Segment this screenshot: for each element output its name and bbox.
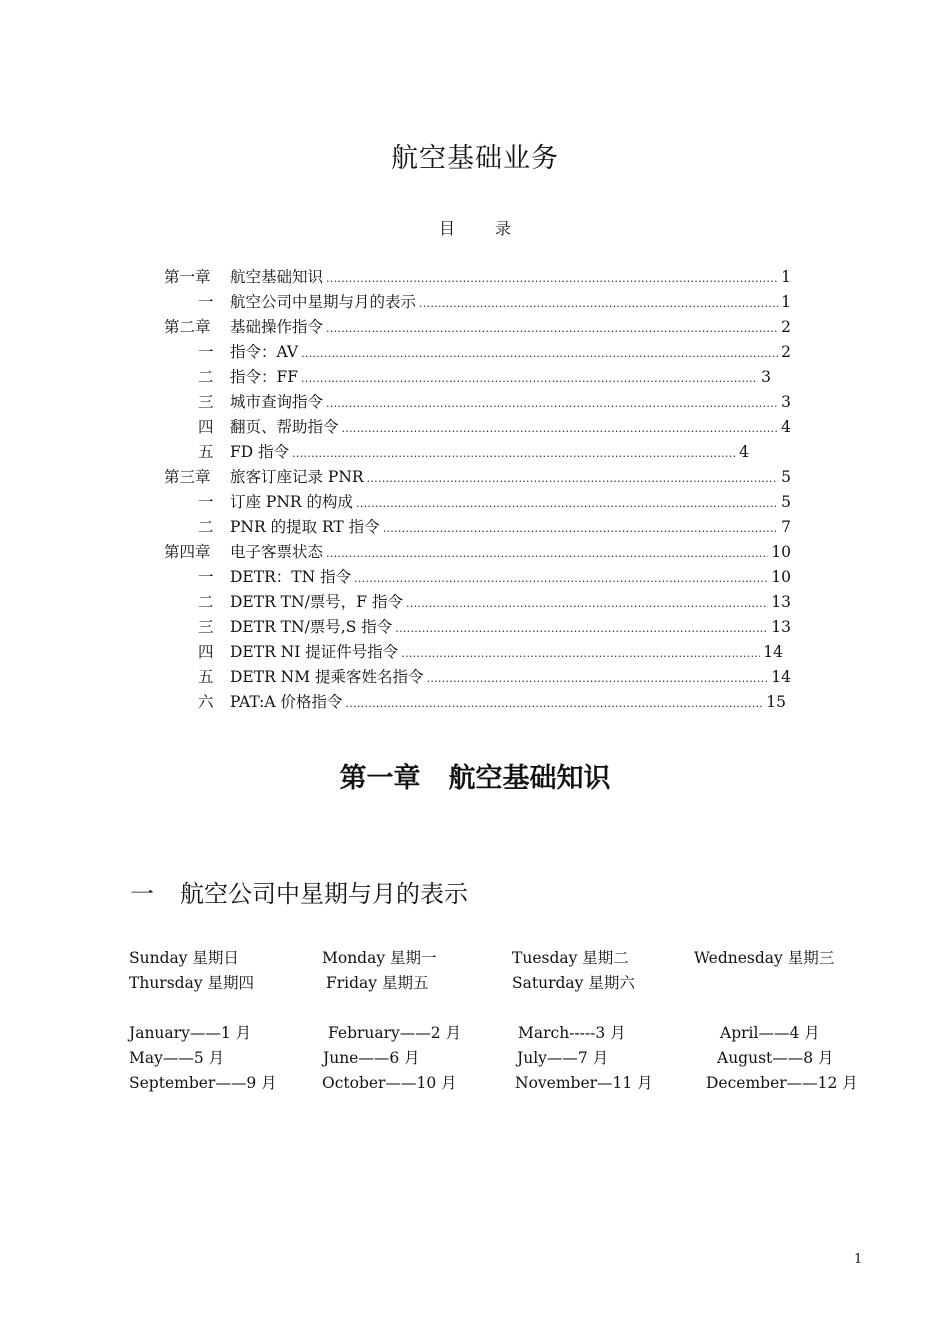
section-title	[130, 874, 468, 909]
toc-num: 一	[198, 493, 214, 511]
month-cell: June——6 月	[323, 1049, 420, 1067]
toc-num: 三	[198, 393, 214, 411]
toc-num: 四	[198, 643, 214, 661]
toc-page: 15	[766, 693, 786, 711]
toc-leader	[406, 590, 768, 616]
document-title: 航空基础业务	[391, 143, 559, 174]
toc-num: 第二章	[164, 318, 211, 336]
toc-heading-right: 录	[495, 219, 512, 238]
weekday-cell: Wednesday 星期三	[694, 949, 835, 967]
page-number: 1	[854, 1252, 863, 1267]
toc-title: DETR TN/票号,S 指令	[230, 618, 393, 636]
toc-num: 六	[198, 693, 214, 711]
month-cell: February——2 月	[328, 1024, 462, 1042]
section-num: 一	[130, 880, 154, 908]
month-cell: March-----3 月	[518, 1024, 626, 1042]
toc-title: DETR NM 提乘客姓名指令	[230, 668, 424, 686]
month-cell: April——4 月	[720, 1024, 820, 1042]
toc-leader	[356, 490, 778, 516]
toc-num: 三	[198, 618, 214, 636]
toc-page: 14	[771, 668, 791, 686]
month-cell: November—11 月	[515, 1074, 653, 1092]
month-cell: August——8 月	[717, 1049, 834, 1067]
weekday-cell: Sunday 星期日	[129, 949, 239, 967]
toc-title: PAT:A 价格指令	[230, 693, 343, 711]
toc-page: 2	[781, 343, 791, 361]
toc-leader	[345, 690, 763, 716]
toc-leader	[326, 390, 778, 416]
toc-page: 13	[771, 618, 791, 636]
toc-title: 航空基础知识	[230, 268, 324, 286]
month-cell: October——10 月	[322, 1074, 457, 1092]
toc-title: 基础操作指令	[230, 318, 324, 336]
chapter-title	[0, 756, 950, 795]
toc-title: DETR：TN 指令	[230, 568, 352, 586]
month-cell: September——9 月	[129, 1074, 277, 1092]
toc-page: 2	[781, 318, 791, 336]
toc-page: 7	[781, 518, 791, 536]
toc-title: 电子客票状态	[230, 543, 324, 561]
toc-num: 二	[198, 518, 214, 536]
toc-num: 第三章	[164, 468, 211, 486]
toc-num: 四	[198, 418, 214, 436]
toc-leader	[301, 340, 778, 366]
toc-leader	[326, 315, 778, 341]
toc-page: 1	[781, 268, 791, 286]
toc-num: 一	[198, 343, 214, 361]
toc-leader	[395, 615, 768, 641]
toc-page: 10	[771, 568, 791, 586]
toc-num: 第四章	[164, 543, 211, 561]
toc-leader	[301, 365, 758, 391]
month-cell: December——12 月	[706, 1074, 858, 1092]
toc-page: 14	[763, 643, 783, 661]
toc-leader	[326, 265, 778, 291]
toc-title: 订座 PNR 的构成	[230, 493, 354, 511]
toc-title: 航空公司中星期与月的表示	[230, 293, 417, 311]
month-cell: May——5 月	[129, 1049, 225, 1067]
toc-num: 二	[198, 368, 214, 386]
toc-leader	[354, 565, 768, 591]
toc-leader	[342, 415, 779, 441]
toc-num: 五	[198, 668, 214, 686]
weekday-cell: Friday 星期五	[326, 974, 429, 992]
toc-title: 指令：AV	[230, 343, 299, 361]
toc-title: 翻页、帮助指令	[230, 418, 339, 436]
toc-page: 10	[771, 543, 791, 561]
month-cell: January——1 月	[129, 1024, 252, 1042]
toc-page: 3	[781, 393, 791, 411]
toc-page: 4	[781, 418, 791, 436]
toc-num: 一	[198, 568, 214, 586]
toc-title: 城市查询指令	[230, 393, 324, 411]
toc-num: 二	[198, 593, 214, 611]
weekday-cell: Monday 星期一	[322, 949, 437, 967]
toc-title: 指令：FF	[230, 368, 299, 386]
toc-page: 13	[771, 593, 791, 611]
toc-page: 5	[781, 493, 791, 511]
toc-num: 五	[198, 443, 214, 461]
toc-page: 4	[739, 443, 749, 461]
weekday-cell: Saturday 星期六	[512, 974, 635, 992]
toc-heading-left: 目	[438, 219, 455, 238]
weekday-cell: Tuesday 星期二	[512, 949, 629, 967]
weekday-cell: Thursday 星期四	[129, 974, 255, 992]
toc-leader	[367, 465, 779, 491]
toc-title: 旅客订座记录 PNR	[230, 468, 364, 486]
toc-leader	[383, 515, 778, 541]
toc-leader	[401, 640, 760, 666]
toc-heading	[0, 216, 950, 239]
section-name: 航空公司中星期与月的表示	[180, 880, 468, 908]
toc-leader	[419, 290, 778, 316]
toc-page: 5	[781, 468, 791, 486]
toc-title: PNR 的提取 RT 指令	[230, 518, 380, 536]
toc-leader	[326, 540, 768, 566]
toc-leader	[292, 440, 736, 466]
toc-title: FD 指令	[230, 443, 290, 461]
toc-page: 1	[781, 293, 791, 311]
toc-num: 第一章	[164, 268, 211, 286]
chapter-name: 航空基础知识	[448, 763, 611, 794]
toc-page: 3	[761, 368, 771, 386]
chapter-num: 第一章	[339, 763, 421, 794]
toc-title: DETR NI 提证件号指令	[230, 643, 399, 661]
month-cell: July——7 月	[517, 1049, 609, 1067]
toc-title: DETR TN/票号，F 指令	[230, 593, 403, 611]
toc-leader	[427, 665, 769, 691]
toc-num: 一	[198, 293, 214, 311]
